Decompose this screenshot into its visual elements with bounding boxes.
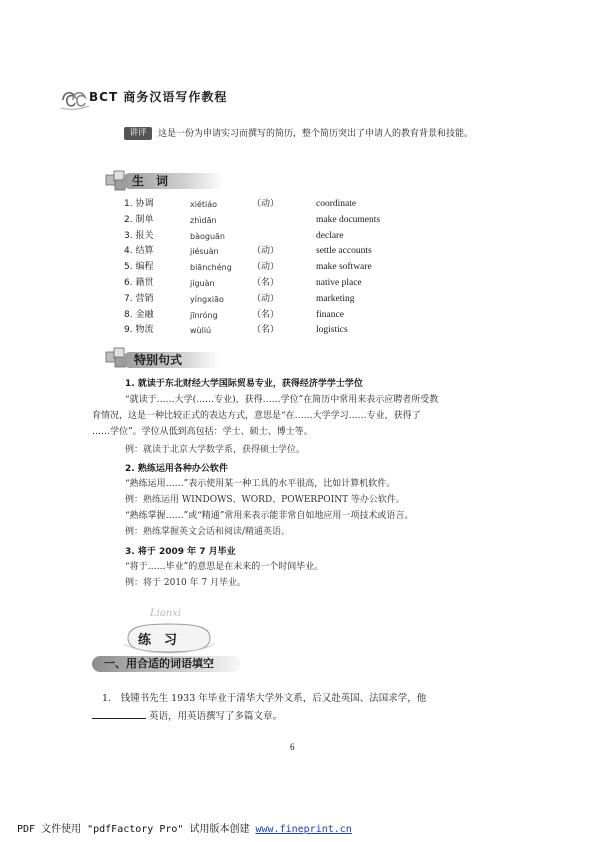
vocab-pinyin: biānchéng [190,263,232,273]
book-series-title [89,88,227,105]
vocab-word: 8. 金融 [124,309,154,320]
vocab-pinyin: wùliú [190,326,212,336]
vocab-english: settle accounts [316,246,372,257]
pattern-1-example: 例：就读于北京大学数学系，获得硕士学位。 [125,445,306,455]
series-title: 商务汉语写作教程 [118,90,228,104]
vocab-english: make software [316,262,372,273]
vocab-english: logistics [316,325,348,336]
vocab-pinyin: jīnróng [190,310,218,320]
pattern-1-line-3: ……学位”。学位从低到高包括：学士、硕士、博士等。 [92,427,313,437]
pattern-1-explanation [92,392,512,440]
vocab-word: 9. 物流 [124,325,154,336]
pattern-2-example-1: 例：熟练运用 WINDOWS、WORD、POWERPOINT 等办公软件。 [125,495,405,505]
commentary-text: 这是一份为申请实习而撰写的简历，整个简历突出了申请人的教育背景和技能。 [158,129,474,139]
pattern-3-line-1: “将于……毕业”的意思是在未来的一个时间毕业。 [125,562,324,572]
vocab-english: declare [316,230,344,241]
vocab-word: 2. 制单 [124,214,154,225]
series-prefix: BCT [89,90,119,104]
pattern-2-line-1: “熟练运用……”表示使用某一种工具的水平很高，比如计算机软件。 [125,479,396,489]
practice-decor-text: Lianxi [150,608,182,619]
book-logo-icon [60,86,90,112]
vocab-english: native place [316,277,362,288]
vocabulary-title: 生 词 [132,174,169,188]
question-1 [92,690,512,726]
pattern-2-line-2: “熟练掌握……”或“精通”常用来表示能非常自如地应用一项技术或语言。 [125,511,414,521]
vocab-word: 4. 结算 [124,246,154,257]
vocab-part-of-speech: （动） [252,199,280,209]
fill-in-blank[interactable] [92,708,146,719]
vocab-pinyin: bàoguān [190,231,225,241]
pattern-1-heading: 1. 就读于东北财经大学国际贸易专业，获得经济学学士学位 [125,379,363,389]
vocab-word: 7. 营销 [124,293,154,304]
pattern-1-line-2: 育情况，这是一种比较正式的表达方式，意思是“在……大学学习……专业，获得了 [92,411,421,421]
pattern-2-example-2: 例：熟练掌握英文会话和阅读/精通英语。 [125,527,291,537]
vocab-pinyin: jíguàn [190,278,215,288]
vocab-part-of-speech: （动） [252,246,280,257]
footer-link[interactable]: www.fineprint.cn [255,824,352,835]
vocabulary-banner [122,173,224,189]
page-number: 6 [290,742,295,752]
vocab-word: 3. 报关 [124,230,154,241]
pattern-2-heading: 2. 熟练运用各种办公软件 [125,464,228,474]
question-1-line-2: 英语，用英语撰写了多篇文章。 [146,711,283,722]
vocab-part-of-speech: （名） [252,309,280,320]
practice-title-block [124,608,214,654]
vocab-word: 5. 编程 [124,262,154,273]
vocab-word: 1. 协调 [124,199,154,209]
pattern-3-example: 例：将于 2010 年 7 月毕业。 [125,578,247,588]
exercise-title: 一、用合适的词语填空 [104,657,214,670]
vocab-english: make documents [316,214,381,225]
footer-text: PDF 文件使用 "pdfFactory Pro" 试用版本创建 [17,824,256,835]
practice-title: 练 习 [138,633,178,648]
vocab-pinyin: jiésuàn [190,247,219,257]
special-patterns-title: 特别句式 [134,353,183,367]
vocab-part-of-speech: （名） [252,325,280,336]
vocab-english: finance [316,309,344,320]
commentary-badge: 讲评 [124,127,152,140]
vocab-english: coordinate [316,199,357,209]
vocab-word: 6. 籍贯 [124,277,154,288]
pattern-3-heading: 3. 将于 2009 年 7 月毕业 [125,547,236,557]
vocab-pinyin: yíngxiāo [190,294,224,304]
special-patterns-banner [122,352,220,368]
pdf-footer [17,820,352,835]
vocab-pinyin: zhìdān [190,215,217,225]
question-1-line-1: 1. 钱锺书先生 1933 年毕业于清华大学外文系，后又赴英国、法国求学，他 [102,693,427,704]
vocab-part-of-speech: （动） [252,262,280,273]
pattern-1-line-1: “就读于……大学(……专业)，获得……学位”在简历中常用来表示应聘者所受教 [125,395,439,405]
vocab-part-of-speech: （名） [252,277,280,288]
vocab-part-of-speech: （动） [252,293,280,304]
vocab-english: marketing [316,293,355,304]
vocab-pinyin: xiétiáo [190,200,218,209]
